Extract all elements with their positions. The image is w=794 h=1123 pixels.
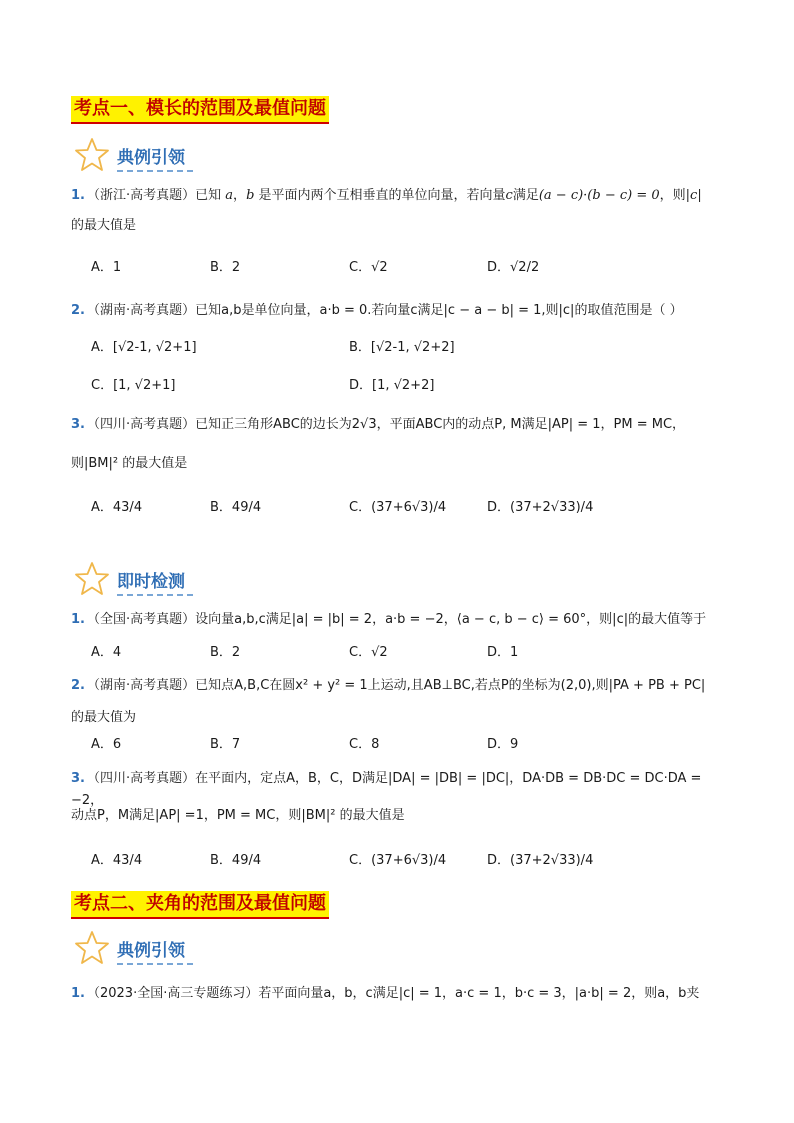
ex2-question-1 xyxy=(71,983,731,1005)
question-text: 在平面内，定点A，B，C，D满足|DA| = |DB| = |DC|，DA·DB = DB·DC = DC·DA = −2， xyxy=(71,771,702,808)
question-text: 若平面向量a，b，c满足|c| = 1，a·c = 1，b·c = 3，|a·b| = 2，则a，b夹 xyxy=(258,986,700,1001)
chk1-q3-option-d[interactable]: D．(37+2√33)/4 xyxy=(487,853,594,868)
section2-title: 考点二、夹角的范围及最值问题 xyxy=(71,891,329,919)
ex1-question-3 xyxy=(71,414,731,436)
chk1-question-2-line2: 的最大值为 xyxy=(71,710,137,725)
ex1-q2-option-a[interactable]: A．[√2-1, √2+1] xyxy=(91,340,197,355)
question-text: 已知a,b是单位向量，a·b = 0.若向量c满足|c − a − b| = 1,则|c|的取值范围是（ ） xyxy=(195,303,683,318)
question-text: 设向量a,b,c满足|a| = |b| = 2，a·b = −2，⟨a − c, b − c⟩ = 60°，则|c|的最大值等于 xyxy=(195,612,707,627)
chk1-q1-option-c[interactable]: C．√2 xyxy=(349,645,388,660)
chk1-q3-option-c[interactable]: C．(37+6√3)/4 xyxy=(349,853,447,868)
condition-formula: (a − c)·(b − c) = 0 xyxy=(538,188,660,203)
ex1-q2-option-c[interactable]: C．[1, √2+1] xyxy=(91,378,176,393)
header-underline xyxy=(117,594,193,596)
ex1-q3-option-d[interactable]: D．(37+2√33)/4 xyxy=(487,500,594,515)
chk1-q3-option-b[interactable]: B．49/4 xyxy=(210,853,262,868)
ex1-question-1-line2: 的最大值是 xyxy=(71,218,137,233)
question-source: （浙江·高考真题） xyxy=(86,188,196,203)
question-text: 是平面内两个互相垂直的单位向量，若向量 xyxy=(258,188,506,203)
example-header-label: 典例引领 xyxy=(117,148,185,168)
example-header-label: 典例引领 xyxy=(117,941,185,961)
abs-c: |c| xyxy=(685,188,702,203)
star-icon xyxy=(73,930,111,966)
ex1-q1-option-b[interactable]: B．2 xyxy=(210,260,241,275)
chk1-question-2 xyxy=(71,675,731,697)
question-number: 2. xyxy=(71,303,85,318)
header-underline xyxy=(117,170,193,172)
header-underline xyxy=(117,963,193,965)
question-number: 2. xyxy=(71,678,85,693)
chk1-q2-option-a[interactable]: A．6 xyxy=(91,737,122,752)
question-number: 1. xyxy=(71,612,85,627)
ex1-q3-option-a[interactable]: A．43/4 xyxy=(91,500,143,515)
question-number: 3. xyxy=(71,417,85,432)
question-number: 1. xyxy=(71,986,85,1001)
ex1-question-3-line2: 则|BM|² 的最大值是 xyxy=(71,456,188,471)
vec-a: a xyxy=(225,188,234,203)
question-source: （四川·高考真题） xyxy=(86,417,196,432)
question-number: 1. xyxy=(71,188,85,203)
ex1-question-1: 1. （浙江·高考真题）已知 a，b 是平面内两个互相垂直的单位向量，若向量c满足(a − c)·(b − c) = 0，则|c| xyxy=(71,188,702,203)
question-number: 3. xyxy=(71,771,85,786)
question-source: （2023·全国·高三专题练习） xyxy=(86,986,259,1001)
chk1-question-1 xyxy=(71,609,731,631)
chk1-question-3-line2: 动点P，M满足|AP| =1，PM = MC，则|BM|² 的最大值是 xyxy=(71,808,405,823)
chk1-q1-option-b[interactable]: B．2 xyxy=(210,645,241,660)
chk1-q2-option-c[interactable]: C．8 xyxy=(349,737,380,752)
ex1-question-2 xyxy=(71,300,731,322)
check-header-label: 即时检测 xyxy=(117,572,185,592)
ex1-q1-option-a[interactable]: A．1 xyxy=(91,260,122,275)
ex1-q2-option-b[interactable]: B．[√2-1, √2+2] xyxy=(349,340,455,355)
question-source: （湖南·高考真题） xyxy=(86,678,196,693)
question-text: 满足 xyxy=(512,188,539,203)
star-icon xyxy=(73,137,111,173)
star-icon xyxy=(73,561,111,597)
question-source: （湖南·高考真题） xyxy=(86,303,196,318)
ex1-q2-option-d[interactable]: D．[1, √2+2] xyxy=(349,378,435,393)
chk1-q3-option-a[interactable]: A．43/4 xyxy=(91,853,143,868)
question-text: 已知正三角形ABC的边长为2√3，平面ABC内的动点P, M满足|AP| = 1，PM = MC， xyxy=(195,417,686,432)
question-source: （全国·高考真题） xyxy=(86,612,196,627)
chk1-q2-option-d[interactable]: D．9 xyxy=(487,737,519,752)
question-text: 已知 xyxy=(195,188,222,203)
chk1-q2-option-b[interactable]: B．7 xyxy=(210,737,241,752)
ex1-q3-option-b[interactable]: B．49/4 xyxy=(210,500,262,515)
chk1-q1-option-d[interactable]: D．1 xyxy=(487,645,519,660)
ex1-q1-option-c[interactable]: C．√2 xyxy=(349,260,388,275)
vec-c: c xyxy=(505,188,513,203)
question-source: （四川·高考真题） xyxy=(86,771,196,786)
ex1-q3-option-c[interactable]: C．(37+6√3)/4 xyxy=(349,500,447,515)
chk1-q1-option-a[interactable]: A．4 xyxy=(91,645,122,660)
ex1-q1-option-d[interactable]: D．√2/2 xyxy=(487,260,540,275)
vec-b: b xyxy=(246,188,255,203)
question-text: 已知点A,B,C在圆x² + y² = 1上运动,且AB⊥BC,若点P的坐标为(2,0),则|PA + PB + PC| xyxy=(195,678,706,693)
question-text: ，则 xyxy=(659,188,686,203)
section1-title: 考点一、模长的范围及最值问题 xyxy=(71,96,329,124)
